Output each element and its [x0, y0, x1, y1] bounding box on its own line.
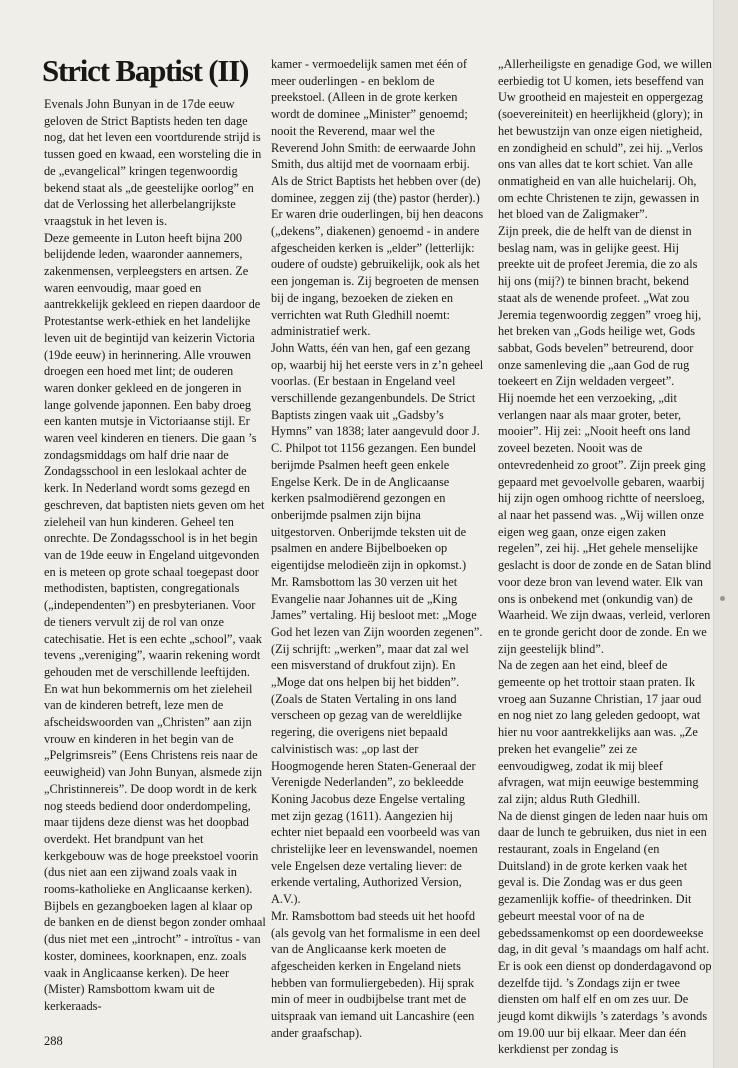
paragraph: Na de zegen aan het eind, bleef de gemeente op het trottoir staan praten. Ik vroeg aan Suzanne Christian, 17 jaar oud en nog niet zo lang geleden gedoopt, wat hier nu voor aantrekkelijks aan was. „Ze preken het evangelie” zei ze eenvoudigweg, zodat ik mij bleef afvragen, wat mijn eeuwige bestemming zal zijn; aldus Ruth Gledhill. — [498, 658, 702, 806]
paragraph: Er waren drie ouderlingen, bij hen deacons („dekens”, diakenen) genoemd - in andere afgescheiden kerken is „elder” (letterlijk: oudere of oudste) gebruikelijk, ook als het een jongeman is. Zij begroeten de mensen bij de ingang, bezoeken de zieken en verrichten wat Ruth Gledhill noemt: administratief werk. — [271, 207, 484, 339]
paragraph: Hij noemde het een verzoeking, „dit verlangen naar als maar groter, beter, mooier”. Hij zei: „Nooit heeft ons land zoveel bezeten. Nooit was de ontevredenheid zo groot”. Zijn preek ging gepaard met gevoelvolle gebaren, waarbij hij zijn ogen omhoog richtte of neersloeg, al naar het passend was. „Wij willen onze eigen weg gaan, onze eigen zaken regelen”, zei hij. „Het gehele menselijke geslacht is door de zonde en de Satan blind voor deze bron van levend water. Elk van ons is onbekend met (onkundig van) de Waarheid. We zijn dwaas, verleid, verloren en te gronde gericht door de zonde. En we zijn geestelijk blind”. — [498, 391, 712, 656]
paragraph: Deze gemeente in Luton heeft bijna 200 belijdende leden, waaronder aannemers, zakenmensen, verpleegsters en artsen. Ze waren eenvoudig, maar goed en aantrekkelijk gekleed en riepen daardoor de Protestantse werk-ethiek en het landelijke leven uit de begintijd van keizerin Victoria (19de eeuw) in herinnering. Alle vrouwen droegen een hoed met lint; de ouderen waren donker gekleed en de jongeren in lange golvende japonnen. Een baby droeg een kanten mutsje in Victoriaanse stijl. Er waren veel kinderen en tieners. Die gaan ’s zondagsmiddags om half drie naar de Zondagsschool in een leslokaal achter de kerk. In Nederland wordt soms gezegd en geschreven, dat baptisten niets geven om het zieleheil van hun kinderen. Geheel ten onrechte. De Zondagsschool is in het begin van de 19de eeuw in Engeland uitgevonden en is meteen op grote schaal toegepast door methodisten, baptisten, congregationals („independenten”) en presbyterianen. Voor de tieners vervult zij de rol van onze catechisatie. Het is een echte „school”, vaak tevens „vereniging”, waarin rekening wordt gehouden met de verschillende leeftijden. En wat hun bekommernis om het zieleheil van de kinderen betreft, leze men de afscheidswoorden van „Christen” aan zijn vrouw en kinderen in het begin van de „Pelgrimsreis” (Eens Christens reis naar de eeuwigheid) van John Bunyan, alsmede zijn „Christinnereis”. De doop wordt in de kerk nog steeds bediend door onderdompeling, maar tijdens deze dienst was het doopbad overdekt. Het brandpunt van het kerkgebouw was de hoge preekstoel voorin (dus niet aan een zijwand zoals vaak in rooms-katholieke en Anglicaanse kerken). Bijbels en gezangboeken lagen al klaar op de banken en de dienst begon zonder omhaal (dus niet met een „introcht” - introïtus - van koster, dominees, koorknapen, enz. zoals vaak in Anglicaanse kerken). De heer (Mister) Ramsbottom kwam uit de kerkeraads- — [44, 230, 266, 1013]
paragraph: Evenals John Bunyan in de 17de eeuw geloven de Strict Baptists heden ten dage nog, dat het leven een voortdurende strijd is tussen goed en kwaad, een worsteling die in de „evangelical” kringen tegenwoordig bekend staat als „de geestelijke oorlog” en dat de Verlossing het allerbelangrijkste vraagstuk in het leven is. — [44, 97, 262, 228]
paragraph: Mr. Ramsbottom bad steeds uit het hoofd (als gevolg van het formalisme in een deel van de Anglicaanse kerk moeten de afgescheiden kerken in Engeland niets hebben van formuliergebeden). Hij sprak min of meer in oudbijbelse trant met de uitspraak van iemand uit Lancashire (een ander graafschap). — [271, 908, 481, 1040]
page-edge — [713, 0, 738, 1068]
article-title: Strict Baptist (II) — [42, 53, 249, 88]
page-number: 288 — [44, 1034, 63, 1048]
text-column-2 — [271, 56, 485, 1041]
paragraph: „Allerheiligste en genadige God, we willen eerbiedig tot U komen, iets beseffend van Uw grootheid en majesteit en oppergezag (soevereiniteit) en heerlijkheid (glory); in het bewustzijn van onze eigen nietigheid, en zondigheid en schuld”, zei hij. „Verlos ons van alles dat te kort schiet. Van alle onmatigheid en van alle huichelarij. Oh, om echte Christenen te zijn, gewassen in het bloed van de Zaligmaker”. — [498, 57, 712, 222]
text-column-1 — [44, 96, 266, 1015]
paragraph: Na de dienst gingen de leden naar huis om daar de lunch te gebruiken, dus niet in een restaurant, zoals in Engeland (en Duitsland) in de grote kerken vaak het geval is. Die Zondag was er dus geen gezamenlijk koffie- of theedrinken. Dit gebeurt meestal voor of na de gebedssamenkomst op een doordeweekse dag, in dit geval ’s maandags om half acht. Er is ook een dienst op donderdagavond op dezelfde tijd. ’s Zondags zijn er twee diensten om half elf en om zes uur. De jeugd komt dikwijls ’s zaterdags ’s avonds om 19.00 uur bij elkaar. Meer dan één kerkdienst per zondag is — [498, 808, 712, 1057]
paragraph: John Watts, één van hen, gaf een gezang op, waarbij hij het eerste vers in z’n geheel voorlas. (Er bestaan in Engeland veel verschillende gezangenbundels. De Strict Baptists zingen vaak uit „Gadsby’s Hymns” van 1838; later aangevuld door J. C. Philpot tot 1156 gezangen. Een bundel berijmde Psalmen heeft geen enkele Engelse Kerk. De in de Anglicaanse kerken psalmodiërend gezongen en onberijmde psalmen zijn bijna uitgestorven. Onberijmde teksten uit de psalmen en andere Bijbelboeken op eigentijdse melodieën zijn in opkomst.) Mr. Ramsbottom las 30 verzen uit het Evangelie naar Johannes uit de „King James” vertaling. Hij besloot met: „Moge God het lezen van Zijn woorden zegenen”. (Zij schrijft: „werken”, maar dat zal wel een misverstand of drukfout zijn). En „Moge dat ons helpen bij het bidden”. (Zoals de Staten Vertaling in ons land verscheen op gezag van de wereldlijke regering, die overigens niet bepaald calvinistisch was: „op last der Hoogmogende heren Staten-Generaal der Verenigde Nederlanden”, zo bekleedde Koning Jacobus deze Engelse vertaling met zijn gezag (1611). Aangezien hij echter niet bepaald een voorbeeld was van christelijke leer en levenswandel, noemen vele Engelsen deze vertaling liever: de erkende vertaling, Authorized Version, A.V.). — [271, 340, 484, 907]
scan-mark — [720, 596, 725, 601]
paragraph: kamer - vermoedelijk samen met één of meer ouderlingen - en beklom de preekstoel. (Alleen in de grote kerken wordt de dominee „Minister” genoemd; nooit the Reverend, maar wel the Reverend John Smith: de eerwaarde John Smith, dus altijd met de voornaam erbij. Als de Strict Baptists het hebben over (de) dominee, zeggen zij (the) pastor (herder).) — [271, 57, 481, 205]
text-column-3 — [498, 56, 712, 1058]
paragraph: Zijn preek, die de helft van de dienst in beslag nam, was in gelijke geest. Hij preekte uit de profeet Jeremia, die zo als hij ons (mij?) te binnen bracht, bekend staat als de wenende profeet. „Wat zou Jeremia tegenwoordig zeggen” vroeg hij, het breken van „Gods heilige wet, Gods sabbat, Gods bevelen” betreurend, door onze samenleving die „aan God de rug toekeert en Zijn weldaden vergeet”. — [498, 224, 702, 389]
